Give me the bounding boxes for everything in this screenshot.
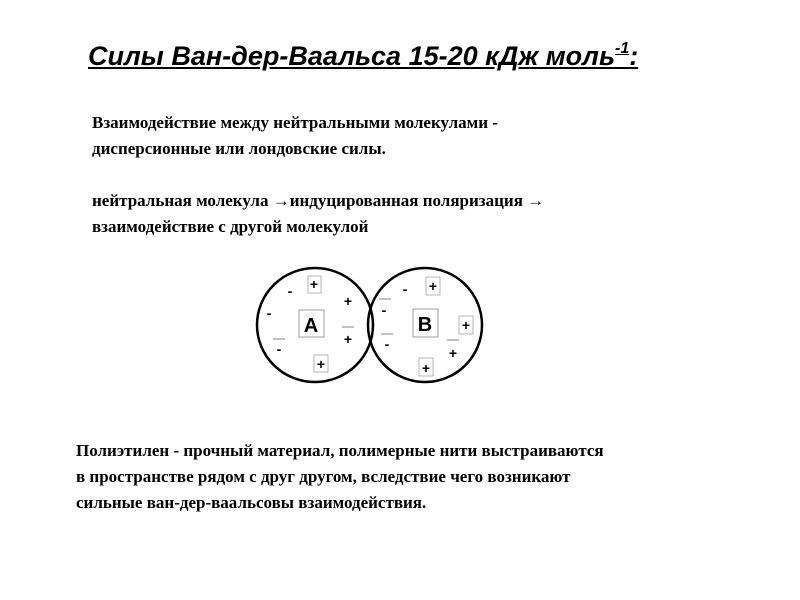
charge-minus: - [384,336,390,352]
mechanism-line-2: взаимодействие с другой молекулой [92,217,369,236]
charge-minus: - [402,281,408,297]
polyethylene-line-2: в пространстве рядом с друг другом, вследствие чего возникают [76,467,571,486]
charge-minus: - [266,305,272,321]
charge-plus: + [448,345,458,361]
charge-minus: - [381,302,387,318]
molecule-a-label: A [303,315,319,337]
molecule-a [257,268,373,382]
definition-line-1: Взаимодействие между нейтральными молекулами - [92,113,498,132]
title-colon: : [629,41,639,71]
charge-plus: + [421,360,431,376]
polyethylene-line-1: Полиэтилен - прочный материал, полимерные нити выстраиваются [76,441,604,460]
charge-plus: + [461,317,471,333]
definition-line-2: дисперсионные или лондовские силы. [92,139,386,158]
charge-plus: + [343,293,353,309]
polyethylene-line-3: сильные ван-дер-ваальсовы взаимодействия. [76,493,427,512]
molecule-b-label: B [417,314,433,336]
title-text: Силы Ван-дер-Ваальса 15-20 кДж моль [88,41,615,71]
polyethylene-paragraph [76,438,604,516]
charge-plus: + [309,276,319,292]
charge-minus: - [287,283,293,299]
title-superscript: -1 [615,40,630,57]
charge-plus: + [316,356,326,372]
molecule-b [368,268,482,382]
mechanism-line-1: нейтральная молекула →индуцированная поляризация → [92,191,545,210]
charge-plus: + [428,278,438,294]
charge-minus: - [276,341,282,357]
charge-plus: + [343,331,353,347]
